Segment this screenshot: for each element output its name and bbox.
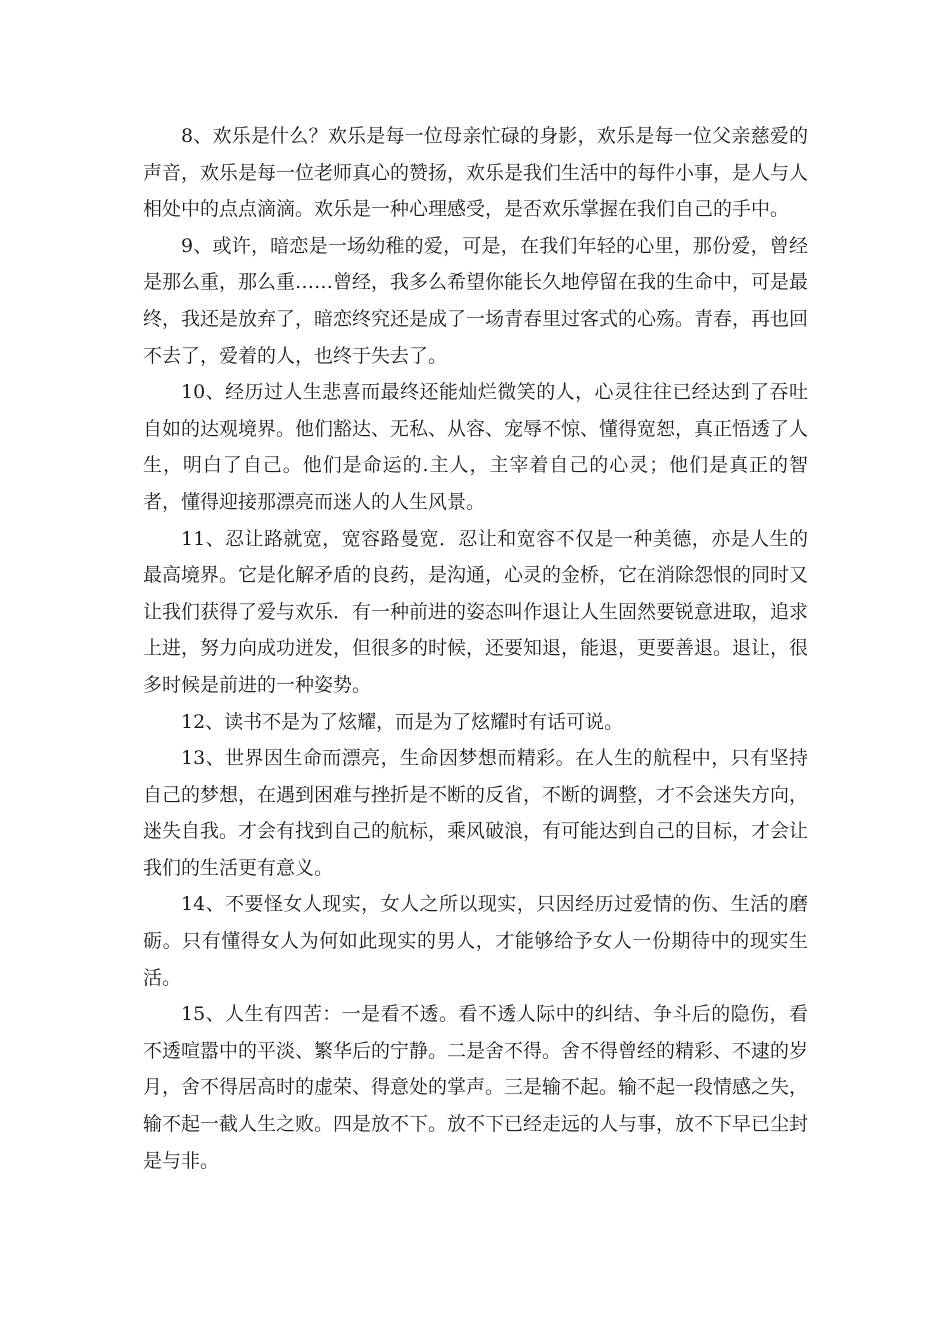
paragraph-10: 10、经历过人生悲喜而最终还能灿烂微笑的人，心灵往往已经达到了吞吐自如的达观境界。他们豁达、无私、从容、宠辱不惊、懂得宽恕，真正悟透了人生，明白了自己。他们是命运的.主人，主宰着自己的心灵；他们是真正的智者，懂得迎接那漂亮而迷人的人生风景。: [143, 381, 809, 513]
paragraph-14: 14、不要怪女人现实，女人之所以现实，只因经历过爱情的伤、生活的磨砺。只有懂得女人为何如此现实的男人，才能够给予女人一份期待中的现实生活。: [143, 893, 808, 989]
paragraph-15: 15、人生有四苦：一是看不透。看不透人际中的纠结、争斗后的隐伤，看不透喧嚣中的平淡、繁华后的宁静。二是舍不得。舍不得曾经的精彩、不逮的岁月，舍不得居高时的虚荣、得意处的掌声。三是输不起。输不起一段情感之失，输不起一截人生之败。四是放不下。放不下已经走远的人与事，放不下早已尘封是与非。: [143, 1003, 809, 1172]
paragraph-9: 9、或许，暗恋是一场幼稚的爱，可是，在我们年轻的心里，那份爱，曾经是那么重，那么重……曾经，我多么希望你能长久地停留在我的生命中，可是最终，我还是放弃了，暗恋终究还是成了一场青春里过客式的心殇。青春，再也回不去了，爱着的人，也终于失去了。: [143, 234, 809, 367]
paragraph-12: 12、读书不是为了炫耀，而是为了炫耀时有话可说。: [181, 710, 624, 733]
paragraph-8: 8、欢乐是什么？欢乐是每一位母亲忙碌的身影，欢乐是每一位父亲慈爱的声音，欢乐是每一位老师真心的赞扬，欢乐是我们生活中的每件小事，是人与人相处中的点点滴滴。欢乐是一种心理感受，是否欢乐掌握在我们自己的手中。: [143, 125, 809, 221]
paragraph-11: 11、忍让路就宽，宽容路曼宽．忍让和宽容不仅是一种美德，亦是人生的最高境界。它是化解矛盾的良药，是沟通，心灵的金桥，它在消除怨恨的同时又让我们获得了爱与欢乐．有一种前进的姿态叫作退让人生固然要锐意进取，追求上进，努力向成功迸发，但很多的时候，还要知退，能退，更要善退。退让，很多时候是前进的一种姿势。: [143, 527, 809, 696]
document-body: [143, 118, 808, 1179]
paragraph-13: 13、世界因生命而漂亮，生命因梦想而精彩。在人生的航程中，只有坚持自己的梦想，在遇到困难与挫折是不断的反省，不断的调整，才不会迷失方向，迷失自我。才会有找到自己的航标，乘风破浪，有可能达到自己的目标，才会让我们的生活更有意义。: [143, 747, 809, 879]
